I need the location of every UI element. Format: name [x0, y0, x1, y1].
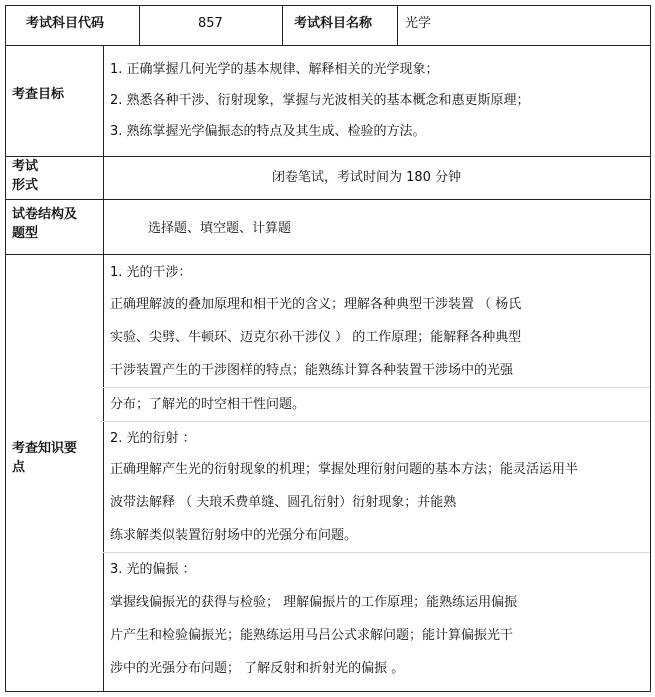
table-border-right: [650, 5, 651, 692]
table-border-top: [5, 5, 651, 6]
knowledge-label-line2: 点: [12, 460, 26, 475]
header-divider-2: [282, 5, 283, 46]
knowledge-line: 片产生和检验偏振光；能熟练运用马吕公式求解问题；能计算偏振光干: [110, 628, 514, 643]
exam-form-value: 闭卷笔试，考试时间为 180 分钟: [272, 170, 462, 185]
header-divider-3: [397, 5, 398, 46]
knowledge-line: 涉中的光强分布问题； 了解反射和折射光的偏振 。: [110, 661, 405, 676]
knowledge-line: 2. 光的衍射 ：: [110, 431, 196, 446]
knowledge-line: 波带法解释 （ 夫琅禾费单缝、圆孔衍射）衍射现象；并能熟: [110, 495, 457, 510]
structure-label-line1: 试卷结构及: [12, 207, 78, 222]
knowledge-line: 分布；了解光的时空相干性问题。: [110, 397, 306, 412]
goals-label: 考查目标: [12, 87, 65, 102]
name-label: 考试科目名称: [294, 16, 373, 31]
code-value: 857: [198, 16, 223, 31]
knowledge-line: 干涉装置产生的干涉图样的特点；能熟练计算各种装置干涉场中的光强: [110, 363, 514, 378]
guide-line: [103, 421, 650, 422]
knowledge-line: 练求解类似装置衍射场中的光强分布问题。: [110, 528, 358, 543]
knowledge-line: 实验、尖劈、牛顿环、迈克尔孙干涉仪 ） 的工作原理；能解释各种典型: [110, 330, 522, 345]
header-divider-1: [139, 5, 140, 46]
name-value: 光学: [405, 16, 432, 31]
label-column-divider: [103, 45, 104, 692]
row-separator-header: [5, 45, 651, 46]
knowledge-line: 正确理解产生光的衍射现象的机理；掌握处理衍射问题的基本方法；能灵活运用半: [110, 462, 579, 477]
guide-line: [103, 552, 650, 553]
structure-label-line2: 题型: [12, 226, 39, 241]
exam-form-label-line2: 形式: [12, 178, 39, 193]
table-border-left: [5, 5, 6, 692]
knowledge-line: 3. 光的偏振 ：: [110, 562, 196, 577]
goal-item: 2. 熟悉各种干涉、衍射现象，掌握与光波相关的基本概念和惠更斯原理；: [110, 93, 530, 108]
guide-line: [103, 387, 650, 388]
row-separator-goals: [5, 156, 651, 157]
goal-item: 1. 正确掌握几何光学的基本规律、解释相关的光学现象；: [110, 62, 439, 77]
structure-value: 选择题、填空题、计算题: [148, 221, 292, 236]
knowledge-line: 正确理解波的叠加原理和相干光的含义；理解各种典型干涉装置 （ 杨氏: [110, 297, 522, 312]
knowledge-label-line1: 考查知识要: [12, 441, 78, 456]
row-separator-form: [5, 199, 651, 200]
table-border-bottom: [5, 691, 651, 692]
row-separator-structure: [5, 254, 651, 255]
knowledge-line: 掌握线偏振光的获得与检验； 理解偏振片的工作原理；能熟练运用偏振: [110, 595, 518, 610]
knowledge-line: 1. 光的干涉：: [110, 265, 192, 280]
goal-item: 3. 熟练掌握光学偏振态的特点及其生成、检验的方法。: [110, 124, 426, 139]
exam-form-label-line1: 考试: [12, 159, 39, 174]
code-label: 考试科目代码: [26, 16, 105, 31]
